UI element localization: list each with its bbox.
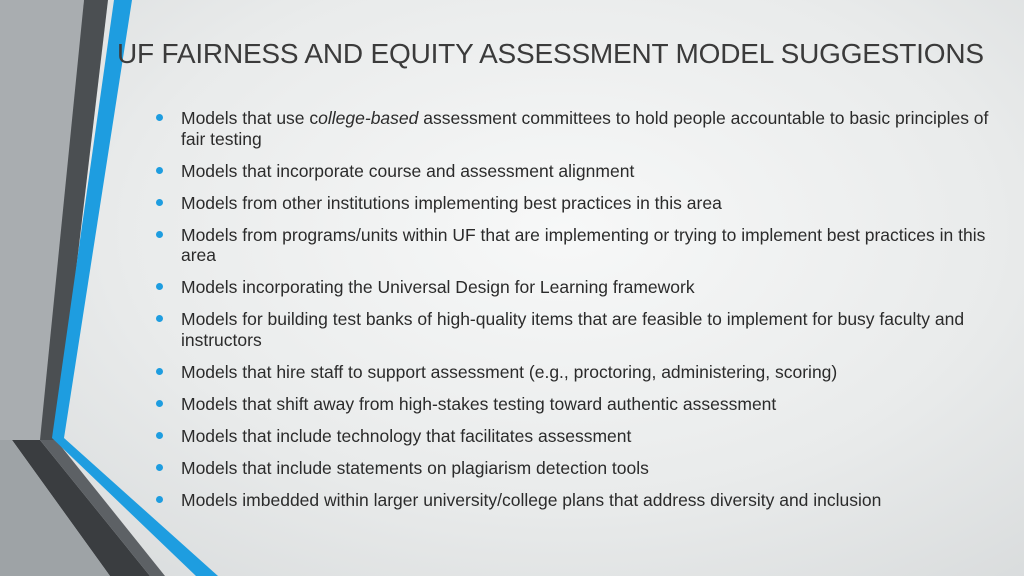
bullet-text: Models that include statements on plagiarism detection tools [181,457,649,478]
bullet-item [156,225,1006,266]
bullet-item [156,108,1006,149]
bullet-text: Models from other institutions implementing best practices in this area [181,192,722,213]
bullet-text: Models that hire staff to support assessment (e.g., proctoring, administering, scoring) [181,361,838,382]
bullet-item [156,394,1006,415]
bullet-item [156,161,1006,182]
bullet-dot-icon [156,464,163,471]
bullet-dot-icon [156,167,163,174]
bullet-item [156,490,1006,511]
bullet-dot-icon [156,400,163,407]
bullet-text: Models incorporating the Universal Design for Learning framework [181,277,695,297]
bullet-item [156,362,1006,383]
bullet-dot-icon [156,432,163,439]
bullet-dot-icon [156,231,163,238]
bullet-dot-icon [156,114,163,121]
bullet-text: Models that include technology that facilitates assessment [181,425,632,446]
bullet-list [156,108,1006,522]
bullet-item [156,309,1006,350]
bullet-text: Models imbedded within larger university/college plans that address diversity and inclusion [181,489,882,510]
bullet-dot-icon [156,496,163,503]
bullet-text: Models from programs/units within UF that are implementing or trying to implement best practices in this area [181,224,986,265]
slide-title: UF FAIRNESS AND EQUITY ASSESSMENT MODEL SUGGESTIONS [117,38,984,69]
bullet-text: Models that incorporate course and assessment alignment [181,160,635,181]
bullet-item [156,426,1006,447]
bullet-text: Models for building test banks of high-quality items that are feasible to implement for busy faculty and instructors [181,309,965,350]
bullet-text-pre: Models that use c [181,108,319,128]
bullet-item [156,193,1006,214]
bullet-item [156,458,1006,479]
bullet-dot-icon [156,199,163,206]
bullet-item [156,277,1006,298]
bullet-dot-icon [156,283,163,290]
bullet-dot-icon [156,368,163,375]
bullet-text-post: assessment committees to hold people accountable to basic principles of fair testing [181,108,989,149]
bullet-dot-icon [156,315,163,322]
bullet-text-emphasis: ollege-based [318,108,419,128]
bullet-text: Models that shift away from high-stakes testing toward authentic assessment [181,393,777,414]
